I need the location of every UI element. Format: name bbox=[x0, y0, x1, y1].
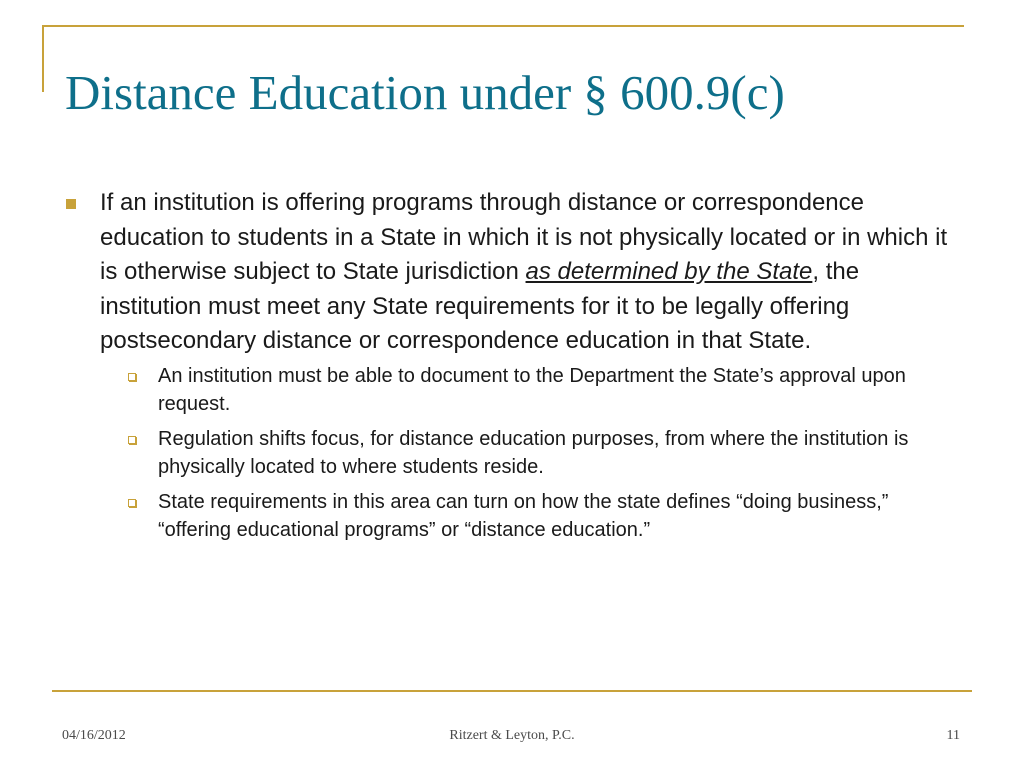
frame-top-line bbox=[42, 25, 964, 27]
square-bullet-icon bbox=[66, 199, 76, 209]
main-bullet-text bbox=[100, 186, 966, 359]
main-text-before: If an institution is offering programs through distance or correspondence education to students in a State in which it is not physically located or in which it is otherwise subject to State jurisdiction bbox=[100, 189, 948, 285]
page-number: 11 bbox=[946, 728, 960, 743]
main-bullet-point bbox=[66, 186, 966, 359]
slide-title: Distance Education under § 600.9(c) bbox=[65, 65, 785, 120]
hollow-square-bullet-icon bbox=[128, 436, 136, 444]
sub-bullet-point bbox=[66, 488, 966, 544]
sub-bullet-text: State requirements in this area can turn on how the state defines “doing business,” “offering educational programs” or “distance education.” bbox=[158, 490, 889, 541]
sub-bullet-point bbox=[66, 362, 966, 418]
hollow-square-bullet-icon bbox=[128, 373, 136, 381]
sub-bullet-point bbox=[66, 425, 966, 481]
sub-bullet-text: Regulation shifts focus, for distance education purposes, from where the institution is physically located to where students reside. bbox=[158, 427, 909, 478]
main-text-after: , the institution must meet any State requirements for it to be legally offering postsecondary distance or correspondence education in that State. bbox=[100, 258, 860, 354]
footer-organization: Ritzert & Leyton, P.C. bbox=[449, 728, 575, 743]
frame-left-line bbox=[42, 25, 44, 92]
slide-body bbox=[66, 186, 966, 544]
sub-bullet-text: An institution must be able to document to the Department the State’s approval upon request. bbox=[158, 364, 906, 415]
footer-divider bbox=[52, 690, 972, 692]
main-text-emphasis: as determined by the State bbox=[525, 258, 813, 285]
hollow-square-bullet-icon bbox=[128, 499, 136, 507]
footer-date: 04/16/2012 bbox=[62, 728, 126, 743]
